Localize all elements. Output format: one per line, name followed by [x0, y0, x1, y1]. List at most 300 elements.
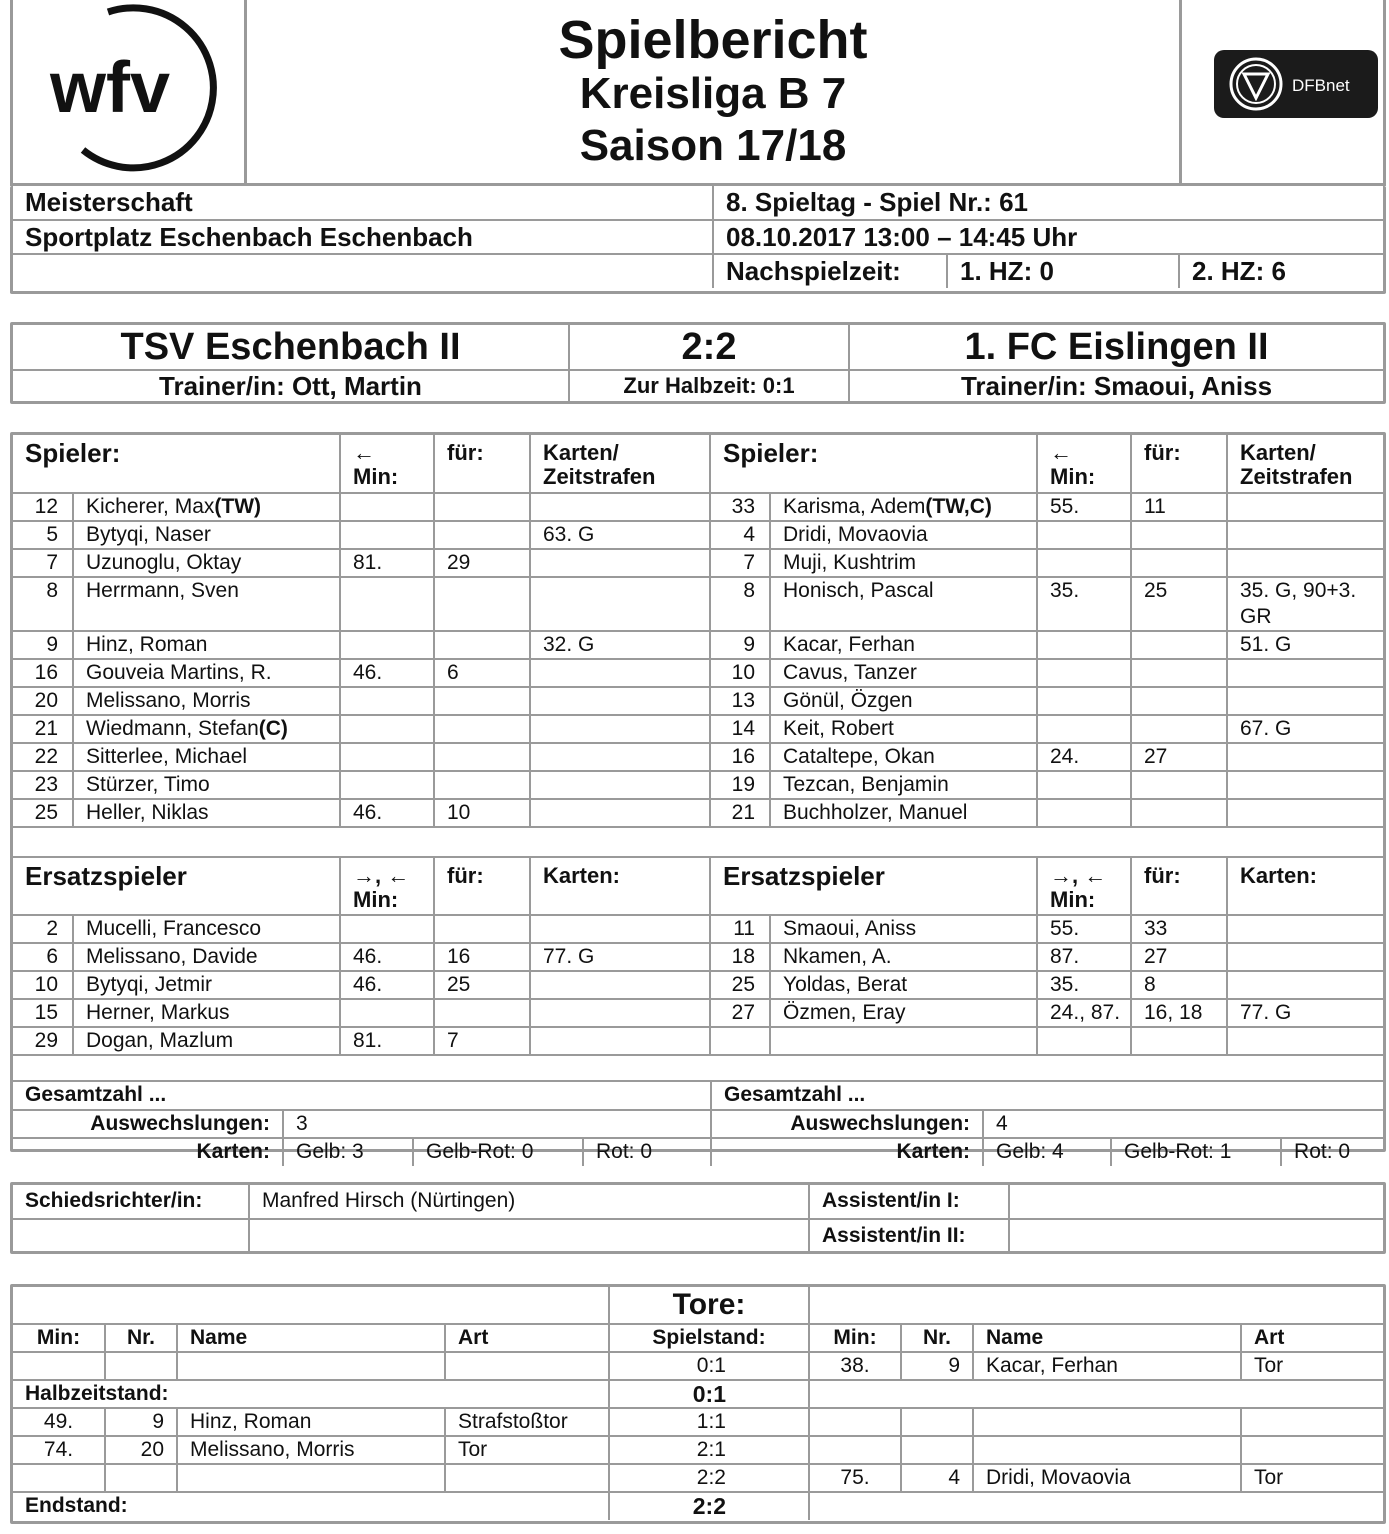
league-name: Kreisliga B 7	[579, 69, 847, 118]
assistant2-label: Assistent/in II:	[809, 1219, 1009, 1253]
home-player-number: 23	[13, 771, 73, 799]
away-min-heading	[1037, 435, 1131, 493]
home-sub-number: 6	[13, 943, 73, 971]
home-sub-number: 29	[13, 1027, 73, 1055]
away-goal-type: Tor	[1241, 1352, 1383, 1380]
home-player-number: 8	[13, 577, 73, 631]
home-player-cards	[530, 771, 710, 799]
player-role-tag: (TW)	[214, 495, 262, 518]
home-player-name	[73, 521, 340, 549]
competition: Meisterschaft	[13, 186, 713, 220]
away-red-total: Rot: 0	[1294, 1140, 1351, 1163]
home-sub-cards: 77. G	[530, 943, 710, 971]
home-sub-for: 7	[434, 1027, 530, 1055]
away-player-cards	[1227, 631, 1383, 659]
arrows-in-out-icon: →, ←	[1050, 863, 1107, 888]
home-totals-label: Gesamtzahl ...	[13, 1082, 711, 1110]
subs-row	[13, 915, 1383, 943]
away-player-for: 27	[1131, 743, 1227, 771]
goal-row	[13, 1408, 1383, 1436]
referee-name: Manfred Hirsch (Nürtingen)	[249, 1185, 809, 1219]
spacer-row	[13, 1055, 1383, 1081]
player-name: Heller, Niklas	[86, 801, 209, 824]
away-goal-nr	[901, 1408, 973, 1436]
home-coach: Trainer/in: Ott, Martin	[13, 370, 569, 402]
home-player-cards: 32. G	[530, 631, 710, 659]
home-sub-min: 46.	[340, 943, 434, 971]
away-sub-name: Smaoui, Aniss	[770, 915, 1037, 943]
halftime-label: Halbzeitstand:	[13, 1380, 609, 1408]
home-player-name	[73, 799, 340, 827]
dfbnet-badge	[1214, 50, 1378, 118]
player-name: Stürzer, Timo	[86, 773, 210, 796]
goal-row	[13, 1464, 1383, 1492]
halftime-score: Zur Halbzeit: 0:1	[569, 370, 849, 402]
empty-cell	[13, 1219, 249, 1253]
extra-time-label: Nachspielzeit:	[713, 254, 947, 288]
home-players-heading: Spieler:	[13, 435, 340, 493]
away-player-min: 35.	[1037, 577, 1131, 631]
home-for-heading: für:	[434, 435, 530, 493]
player-name: Gönül, Özgen	[783, 689, 913, 712]
away-sub-min: 35.	[1037, 971, 1131, 999]
report-title: Spielbericht	[558, 10, 868, 70]
home-sub-cards	[530, 971, 710, 999]
lineup-row	[13, 715, 1383, 743]
away-goal-name-heading: Name	[973, 1324, 1241, 1352]
home-player-min	[340, 493, 434, 521]
subs-row	[13, 943, 1383, 971]
referee-label: Schiedsrichter/in:	[13, 1185, 249, 1219]
score-heading: Spielstand:	[609, 1324, 809, 1352]
dfbnet-text: DFBnet	[1292, 76, 1350, 95]
player-name: Cataltepe, Okan	[783, 745, 935, 768]
home-player-for	[434, 577, 530, 631]
away-player-min	[1037, 549, 1131, 577]
home-player-for: 10	[434, 799, 530, 827]
home-sub-for: 25	[434, 971, 530, 999]
away-player-number: 10	[710, 659, 770, 687]
lineups	[10, 432, 1386, 1163]
home-player-number: 22	[13, 743, 73, 771]
home-player-cards	[530, 493, 710, 521]
home-sub-number: 15	[13, 999, 73, 1027]
away-player-number: 7	[710, 549, 770, 577]
away-player-for	[1131, 687, 1227, 715]
home-player-number: 16	[13, 659, 73, 687]
away-player-for: 25	[1131, 577, 1227, 631]
lineup-row	[13, 631, 1383, 659]
away-sub-cards	[1227, 971, 1383, 999]
home-player-min: 46.	[340, 799, 434, 827]
lineup-row	[13, 743, 1383, 771]
away-player-cards	[1227, 549, 1383, 577]
player-name: Honisch, Pascal	[783, 579, 934, 602]
home-player-number: 9	[13, 631, 73, 659]
penalties-label: Zeitstrafen	[1240, 464, 1353, 489]
home-player-number: 20	[13, 687, 73, 715]
player-name: Tezcan, Benjamin	[783, 773, 949, 796]
goals-section	[10, 1284, 1386, 1524]
score-status-row	[13, 1492, 1383, 1520]
cards-label: Karten/	[1240, 440, 1316, 465]
away-player-cards	[1227, 687, 1383, 715]
home-player-min	[340, 631, 434, 659]
away-player-cards	[1227, 493, 1383, 521]
lineup-row	[13, 493, 1383, 521]
home-player-name	[73, 771, 340, 799]
player-role-tag: (C)	[258, 717, 288, 740]
home-sub-cards	[530, 1027, 710, 1055]
home-sub-name: Herner, Markus	[73, 999, 340, 1027]
lineup-row	[13, 659, 1383, 687]
away-player-for	[1131, 659, 1227, 687]
arrows-in-out-icon: →, ←	[353, 863, 410, 888]
player-name: Kicherer, Max	[86, 495, 215, 518]
season: Saison 17/18	[579, 121, 847, 170]
away-sub-min: 55.	[1037, 915, 1131, 943]
away-player-cards	[1227, 659, 1383, 687]
player-name: Gouveia Martins, R.	[86, 661, 272, 684]
player-name: Cavus, Tanzer	[783, 661, 917, 684]
home-goal-nr: 20	[105, 1436, 177, 1464]
away-sub-for-heading: für:	[1131, 857, 1227, 915]
lineup-row	[13, 549, 1383, 577]
min-label: Min:	[1050, 464, 1096, 489]
cards-label: Karten/	[543, 440, 619, 465]
player-name: Melissano, Morris	[86, 689, 251, 712]
empty-cell	[13, 254, 713, 288]
cards-line: 67. G	[1240, 717, 1292, 740]
cards-line: 51. G	[1240, 633, 1292, 656]
away-player-name	[770, 549, 1037, 577]
away-sub-name	[770, 1027, 1037, 1055]
away-player-for	[1131, 631, 1227, 659]
home-player-name	[73, 631, 340, 659]
home-player-min	[340, 771, 434, 799]
away-sub-name: Yoldas, Berat	[770, 971, 1037, 999]
away-goal-scorer: Dridi, Movaovia	[973, 1464, 1241, 1492]
lineup-row	[13, 799, 1383, 827]
empty-cell	[249, 1219, 809, 1253]
home-player-for	[434, 521, 530, 549]
home-goal-scorer	[177, 1352, 445, 1380]
home-yellowred-total: Gelb-Rot: 0	[413, 1138, 583, 1166]
home-player-name	[73, 687, 340, 715]
away-player-for	[1131, 771, 1227, 799]
away-sub-cards: 77. G	[1227, 999, 1383, 1027]
away-player-min	[1037, 521, 1131, 549]
away-yellow-total: Gelb: 4	[983, 1138, 1111, 1166]
home-player-number: 5	[13, 521, 73, 549]
home-sub-number: 10	[13, 971, 73, 999]
away-sub-number	[710, 1027, 770, 1055]
kickoff-time: 08.10.2017 13:00 – 14:45 Uhr	[713, 220, 1383, 254]
away-player-cards	[1227, 743, 1383, 771]
away-players-heading: Spieler:	[710, 435, 1037, 493]
wfv-logo-icon	[13, 0, 247, 183]
away-goal-scorer: Kacar, Ferhan	[973, 1352, 1241, 1380]
away-goal-type-heading: Art	[1241, 1324, 1383, 1352]
home-goal-nr	[105, 1352, 177, 1380]
min-label: Min:	[353, 464, 399, 489]
away-player-number: 21	[710, 799, 770, 827]
away-subs-heading: Ersatzspieler	[710, 857, 1037, 915]
player-name: Bytyqi, Naser	[86, 523, 211, 546]
away-sub-for: 33	[1131, 915, 1227, 943]
away-player-cards	[1227, 715, 1383, 743]
away-goal-min: 38.	[809, 1352, 901, 1380]
away-player-name	[770, 715, 1037, 743]
home-goal-nr-heading: Nr.	[105, 1324, 177, 1352]
logo-text: wfv	[50, 48, 171, 128]
home-player-number: 12	[13, 493, 73, 521]
away-subs-count: 4	[983, 1110, 1383, 1138]
assistant2-value	[1009, 1219, 1383, 1253]
away-goal-nr: 9	[901, 1352, 973, 1380]
subs-row	[13, 999, 1383, 1027]
home-cards-total-label: Karten:	[13, 1138, 283, 1166]
away-player-min: 55.	[1037, 493, 1131, 521]
dfb-eagle-icon	[1214, 50, 1378, 118]
home-player-min	[340, 521, 434, 549]
away-player-cards	[1227, 521, 1383, 549]
away-player-min	[1037, 799, 1131, 827]
goal-score: 2:2	[609, 1464, 809, 1492]
home-sub-name: Bytyqi, Jetmir	[73, 971, 340, 999]
title-block	[247, 0, 1179, 183]
home-player-for: 6	[434, 659, 530, 687]
away-sub-number: 18	[710, 943, 770, 971]
home-player-min	[340, 715, 434, 743]
home-sub-name: Dogan, Mazlum	[73, 1027, 340, 1055]
spacer-row	[13, 827, 1383, 857]
player-name: Buchholzer, Manuel	[783, 801, 968, 824]
away-goal-scorer	[973, 1436, 1241, 1464]
away-player-for	[1131, 715, 1227, 743]
extra-time-second-half: 2. HZ: 6	[1192, 256, 1286, 286]
home-goal-scorer: Melissano, Morris	[177, 1436, 445, 1464]
home-goal-min: 49.	[13, 1408, 105, 1436]
match-result	[10, 322, 1386, 404]
home-sub-name: Melissano, Davide	[73, 943, 340, 971]
home-player-min	[340, 743, 434, 771]
away-sub-cards-heading: Karten:	[1227, 857, 1383, 915]
home-sub-min: 81.	[340, 1027, 434, 1055]
goal-row	[13, 1352, 1383, 1380]
away-goal-type: Tor	[1241, 1464, 1383, 1492]
away-player-number: 8	[710, 577, 770, 631]
away-player-number: 13	[710, 687, 770, 715]
match-info	[10, 186, 1386, 294]
home-player-number: 25	[13, 799, 73, 827]
home-player-cards	[530, 715, 710, 743]
player-name: Herrmann, Sven	[86, 579, 239, 602]
home-player-cards	[530, 659, 710, 687]
away-player-min	[1037, 715, 1131, 743]
player-name: Kacar, Ferhan	[783, 633, 915, 656]
lineup-row	[13, 577, 1383, 631]
home-goal-min	[13, 1352, 105, 1380]
away-sub-name: Özmen, Eray	[770, 999, 1037, 1027]
home-cards-heading	[530, 435, 710, 493]
home-player-for	[434, 687, 530, 715]
home-player-min: 46.	[340, 659, 434, 687]
away-player-for	[1131, 799, 1227, 827]
home-goal-min-heading: Min:	[13, 1324, 105, 1352]
home-goal-type: Strafstoßtor	[445, 1408, 609, 1436]
wfv-logo	[13, 0, 247, 183]
home-goal-scorer: Hinz, Roman	[177, 1408, 445, 1436]
away-team: 1. FC Eislingen II	[849, 325, 1383, 370]
away-player-name	[770, 771, 1037, 799]
away-goal-type	[1241, 1436, 1383, 1464]
lineup-row	[13, 771, 1383, 799]
extra-time-first-half: 1. HZ: 0	[947, 254, 1179, 288]
home-sub-number: 2	[13, 915, 73, 943]
away-cards-heading	[1227, 435, 1383, 493]
away-player-name	[770, 743, 1037, 771]
away-yellowred-total: Gelb-Rot: 1	[1111, 1138, 1281, 1166]
home-sub-cards-heading: Karten:	[530, 857, 710, 915]
away-player-min: 24.	[1037, 743, 1131, 771]
home-sub-min-heading	[340, 857, 434, 915]
away-player-for: 11	[1131, 493, 1227, 521]
away-goal-min	[809, 1408, 901, 1436]
away-player-number: 9	[710, 631, 770, 659]
min-label: Min:	[1050, 887, 1096, 912]
away-sub-for: 16, 18	[1131, 999, 1227, 1027]
away-player-number: 16	[710, 743, 770, 771]
empty-cell	[809, 1380, 1383, 1408]
home-player-number: 21	[13, 715, 73, 743]
home-player-name	[73, 577, 340, 631]
away-player-number: 33	[710, 493, 770, 521]
home-sub-min	[340, 999, 434, 1027]
player-name: Karisma, Adem	[783, 495, 926, 518]
away-player-name	[770, 521, 1037, 549]
away-player-name	[770, 799, 1037, 827]
away-sub-min	[1037, 1027, 1131, 1055]
away-player-min	[1037, 687, 1131, 715]
arrow-left-icon: ←	[1050, 440, 1072, 465]
away-goal-nr	[901, 1436, 973, 1464]
penalties-label: Zeitstrafen	[543, 464, 656, 489]
final-score: 2:2	[609, 1492, 809, 1520]
away-sub-name: Nkamen, A.	[770, 943, 1037, 971]
home-sub-cards	[530, 999, 710, 1027]
home-player-for	[434, 771, 530, 799]
away-player-number: 4	[710, 521, 770, 549]
cards-line: 35. G, 90+3.	[1240, 579, 1357, 602]
min-label: Min:	[353, 887, 399, 912]
home-player-for	[434, 743, 530, 771]
away-player-min	[1037, 771, 1131, 799]
score-status-row	[13, 1380, 1383, 1408]
away-player-name	[770, 577, 1037, 631]
home-team: TSV Eschenbach II	[13, 325, 569, 370]
away-goal-nr-heading: Nr.	[901, 1324, 973, 1352]
home-sub-for: 16	[434, 943, 530, 971]
away-sub-number: 27	[710, 999, 770, 1027]
away-goal-scorer	[973, 1408, 1241, 1436]
subs-row	[13, 971, 1383, 999]
home-sub-for	[434, 915, 530, 943]
away-goal-min	[809, 1436, 901, 1464]
home-player-cards	[530, 799, 710, 827]
away-player-cards	[1227, 799, 1383, 827]
assistant1-value	[1009, 1185, 1383, 1219]
lineup-row	[13, 687, 1383, 715]
final-score: 2:2	[569, 325, 849, 370]
home-player-min	[340, 687, 434, 715]
away-goal-nr: 4	[901, 1464, 973, 1492]
player-name: Sitterlee, Michael	[86, 745, 248, 768]
goal-score: 2:1	[609, 1436, 809, 1464]
away-sub-for	[1131, 1027, 1227, 1055]
away-player-number: 14	[710, 715, 770, 743]
goal-row	[13, 1436, 1383, 1464]
away-sub-for: 27	[1131, 943, 1227, 971]
away-sub-min: 87.	[1037, 943, 1131, 971]
empty-cell	[809, 1287, 1383, 1324]
away-sub-cards	[1227, 1027, 1383, 1055]
home-goal-nr	[105, 1464, 177, 1492]
away-sub-min-heading	[1037, 857, 1131, 915]
home-player-name	[73, 493, 340, 521]
player-name: Wiedmann, Stefan	[86, 717, 259, 740]
player-name: Muji, Kushtrim	[783, 551, 917, 574]
home-goal-type	[445, 1352, 609, 1380]
home-goal-nr: 9	[105, 1408, 177, 1436]
player-role-tag: (TW,C)	[925, 495, 992, 518]
empty-cell	[809, 1492, 1383, 1520]
home-player-min	[340, 577, 434, 631]
referee-section	[10, 1182, 1386, 1254]
away-sub-min: 24., 87.	[1037, 999, 1131, 1027]
home-player-for: 29	[434, 549, 530, 577]
home-goal-type-heading: Art	[445, 1324, 609, 1352]
home-goal-min	[13, 1464, 105, 1492]
home-goal-min: 74.	[13, 1436, 105, 1464]
home-goal-name-heading: Name	[177, 1324, 445, 1352]
goal-score: 1:1	[609, 1408, 809, 1436]
home-player-for	[434, 493, 530, 521]
home-min-heading	[340, 435, 434, 493]
home-goal-type: Tor	[445, 1436, 609, 1464]
assistant1-label: Assistent/in I:	[809, 1185, 1009, 1219]
away-sub-cards	[1227, 943, 1383, 971]
arrow-left-icon: ←	[353, 440, 375, 465]
home-sub-min	[340, 915, 434, 943]
player-name: Uzunoglu, Oktay	[86, 551, 242, 574]
away-goal-min-heading: Min:	[809, 1324, 901, 1352]
home-goal-scorer	[177, 1464, 445, 1492]
away-player-cards	[1227, 771, 1383, 799]
away-sub-cards	[1227, 915, 1383, 943]
home-sub-for-heading: für:	[434, 857, 530, 915]
home-player-min: 81.	[340, 549, 434, 577]
home-goal-type	[445, 1464, 609, 1492]
away-player-name	[770, 493, 1037, 521]
home-red-total: Rot: 0	[583, 1138, 711, 1166]
away-cards-total-label: Karten:	[711, 1138, 983, 1166]
player-name: Keit, Robert	[783, 717, 894, 740]
away-player-name	[770, 687, 1037, 715]
home-player-name	[73, 715, 340, 743]
empty-cell	[13, 1287, 609, 1324]
away-sub-number: 25	[710, 971, 770, 999]
